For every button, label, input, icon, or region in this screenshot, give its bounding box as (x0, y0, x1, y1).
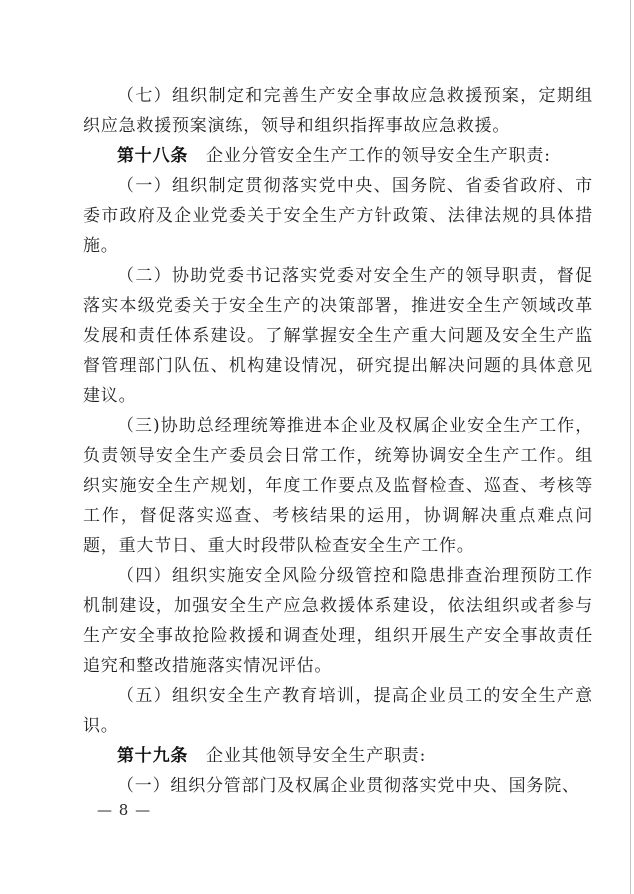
scan-edge-line (630, 0, 631, 894)
article-18-item-1: （一）组织制定贯彻落实党中央、国务院、省委省政府、市委市政府及企业党委关于安全生产方针政策、法律法规的具体措施。 (83, 176, 593, 256)
page-number: — 8 — (97, 801, 152, 819)
document-body (83, 81, 593, 801)
article-18-item-3: （三)协助总经理统筹推进本企业及权属企业安全生产工作，负责领导安全生产委员会日常工作，统筹协调安全生产工作。组织实施安全生产规划，年度工作要点及监督检查、巡查、考核等工作，督促落实巡查、考核结果的运用，协调解决重点难点问题，重大节日、重大时段带队检查安全生产工作。 (83, 416, 593, 556)
article-18-number: 第十八条 (117, 146, 189, 166)
article-18-item-2: （二）协助党委书记落实党委对安全生产的领导职责，督促落实本级党委关于安全生产的决策部署，推进安全生产领域改革发展和责任体系建设。了解掌握安全生产重大问题及安全生产监督管理部门队伍、机构建设情况，研究提出解决问题的具体意见建议。 (83, 266, 593, 406)
article-19-title: 企业其他领导安全生产职责: (188, 746, 427, 766)
article-18-title: 企业分管安全生产工作的领导安全生产职责: (188, 146, 551, 166)
article-19-item-1: （一）组织分管部门及权属企业贯彻落实党中央、国务院、 (117, 776, 580, 796)
article-18-item-5: （五）组织安全生产教育培训，提高企业员工的安全生产意识。 (83, 686, 593, 736)
article-19-number: 第十九条 (117, 746, 189, 766)
clause-7-paragraph: （七）组织制定和完善生产安全事故应急救援预案，定期组织应急救援预案演练，领导和组织指挥事故应急救援。 (83, 86, 593, 136)
article-19-heading (83, 741, 593, 771)
article-18-heading (83, 141, 593, 171)
article-18-item-4: （四）组织实施安全风险分级管控和隐患排查治理预防工作机制建设，加强安全生产应急救援体系建设，依法组织或者参与生产安全事故抢险救援和调查处理，组织开展生产安全事故责任追究和整改措施落实情况评估。 (83, 566, 593, 676)
